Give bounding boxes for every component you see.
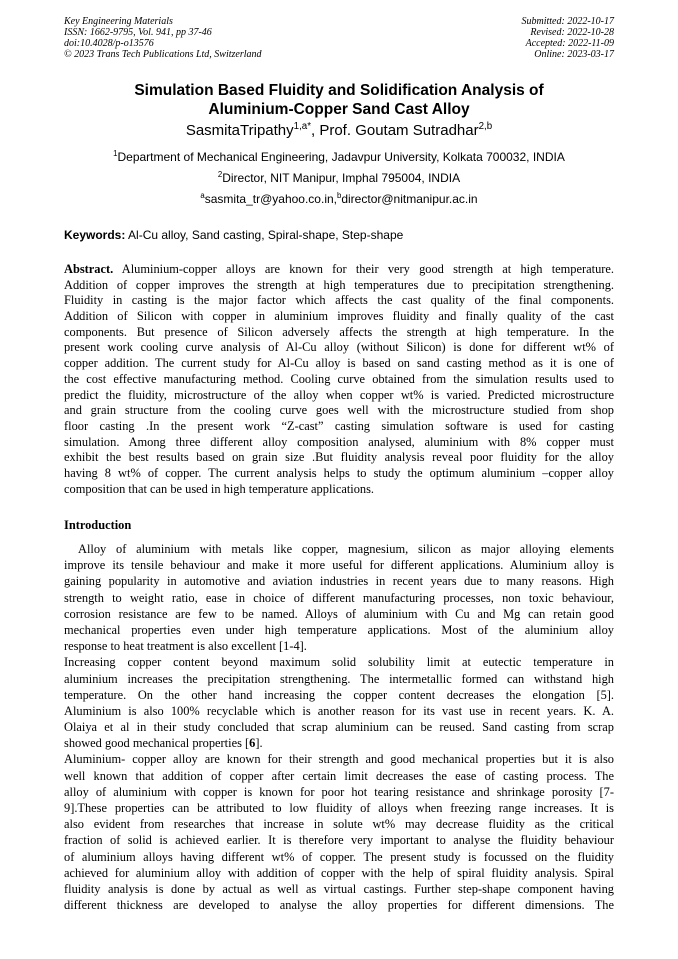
issn-volume: ISSN: 1662-9795, Vol. 941, pp 37-46 (64, 27, 212, 38)
text-line: fraction of solid is achieved earlier. It is therefore very important to analyse the fluidity behaviour (64, 833, 614, 848)
text-line: gaining popularity in automotive and aviation industries in recent years due to many reasons. High (64, 574, 614, 589)
publication-dates (522, 16, 615, 60)
authors (0, 122, 678, 139)
keywords-label: Keywords: (64, 228, 126, 242)
text-line: Olaiya et al in their study concluded that scrap aluminium can be reused. Sand casting from scrap (64, 720, 614, 735)
text-line: Aluminium is also 100% recyclable which is another reason for its vast use in recent years. K. A. (64, 703, 614, 718)
author-1-sup: 1,a* (293, 121, 311, 132)
doi: doi:10.4028/p-o13576 (64, 38, 154, 49)
text-line (64, 735, 614, 751)
text-line: mechanical properties even under high temperature applications. Most of the aluminium alloy (64, 622, 614, 637)
text-line: achieved for aluminium alloy with addition of copper with the help of spiral fluidity analysis. Spiral (64, 865, 614, 880)
text-line: copper addition. The current study for Al-Cu alloy is based on sand casting method as it is one of (64, 356, 614, 371)
text-line: predict the fluidity, microstructure of the alloy when copper wt% is varied. Predicted microstructure (64, 387, 614, 402)
text-line: having 8 wt% of copper. The current analysis helps to study the optimum aluminium –copper alloy (64, 465, 614, 480)
text-line: well known that addition of copper after certain limit decreases the ease of casting process. The (64, 768, 614, 783)
text-line: aluminium increases the precipitation strengthening. The intermetallic formed can withstand high (64, 671, 614, 686)
text-line: the cost effective manufacturing method. Cooling curve obtained from the simulation results used to (64, 371, 614, 386)
text-segment: ]. (255, 736, 263, 751)
text-line: simulation. Among three different alloy composition analysed, aluminium with 8% copper must (64, 434, 614, 449)
keywords-text: Al-Cu alloy, Sand casting, Spiral-shape, Step-shape (125, 228, 404, 242)
author-emails (0, 192, 678, 206)
author-2: Prof. Goutam Sutradhar (319, 122, 479, 139)
journal-info (64, 16, 262, 60)
text-line: fluidity analysis is done by actual as well as virtual castings. Further step-shape component having (64, 881, 614, 896)
abstract (64, 262, 614, 497)
accepted-date: Accepted: 2022-11-09 (525, 38, 614, 49)
affiliation-2 (0, 171, 678, 185)
paper-title (0, 81, 678, 119)
journal-name: Key Engineering Materials (64, 16, 173, 27)
submitted-date: Submitted: 2022-10-17 (521, 16, 614, 27)
text-line: present work cooling curve analysis of Al-Cu alloy (without Silicon) is done for different wt% of (64, 340, 614, 355)
text-line: Aluminium- copper alloy are known for their strength and good mechanical properties but it is also (64, 752, 614, 767)
copyright: © 2023 Trans Tech Publications Ltd, Switzerland (64, 49, 262, 60)
text-line: alloy of aluminium with copper is known for poor hot tearing resistance and shrinkage porosity [7- (64, 784, 614, 799)
author-1: SasmitaTripathy (185, 122, 294, 139)
text-line: and grain structure from the cooling curve goes well with the microstructure studied from shop (64, 403, 614, 418)
text-line: Alloy of aluminium with metals like copper, magnesium, silicon as major alloying elements (78, 542, 614, 556)
text-line: floor casting .In the present work “Z-cast” casting simulation software is used for casting (64, 418, 614, 433)
text-line: Fluidity in casting is the major factor which affects the cast quality of the final components. (64, 293, 614, 308)
affiliation-text: Department of Mechanical Engineering, Jadavpur University, Kolkata 700032, INDIA (117, 150, 565, 164)
text-line: corrosion resistance are few to be named. Alloys of aluminium with Cu and Mg can retain good (64, 606, 614, 621)
affiliation-1 (0, 150, 678, 164)
title-line: Aluminium-Copper Sand Cast Alloy (208, 101, 470, 118)
author-2-sup: 2,b (478, 121, 493, 132)
email-sup: a (200, 191, 205, 200)
text-line: 9].These properties can be attributed to low fluidity of alloys when freezing range increases. It is (64, 801, 614, 815)
abstract-label: Abstract. (64, 262, 114, 276)
affiliation-sup: 1 (113, 149, 118, 158)
title-line: Simulation Based Fluidity and Solidification Analysis of (134, 82, 544, 99)
keywords (64, 228, 403, 242)
email-2: director@nitmanipur.ac.in (341, 192, 478, 206)
text-segment: showed good mechanical properties [ (64, 736, 250, 751)
text-line: strength to weight ratio, ease in choice of different manufacturing processes, non toxic behaviour, (64, 590, 614, 605)
revised-date: Revised: 2022-10-28 (530, 27, 614, 38)
text-line: Addition of copper improves the strength at high temperatures due to precipitation strengthening. (64, 277, 614, 292)
text-line: temperature. On the other hand increasing the copper content decreases the elongation [5]. (64, 687, 614, 702)
citation-bold: 6 (249, 736, 256, 751)
text-line: response to heat treatment is also excellent [1-4]. (64, 639, 307, 654)
text-line: Abstract. Aluminium-copper alloys are known for their very good strength at high temperature. (64, 262, 614, 276)
email-1: sasmita_tr@yahoo.co.in, (204, 192, 337, 206)
text-line: improve its tensile behaviour and make it more useful for different applications. Aluminium alloy is (64, 558, 614, 573)
text-line: also evident from researches that increase in solute wt% may decrease fluidity as the critical (64, 817, 614, 832)
text-line: Addition of Silicon with copper in aluminium improves fluidity and finally quality of the cast (64, 309, 614, 324)
section-heading-introduction: Introduction (64, 518, 132, 532)
affiliation-sup: 2 (217, 170, 223, 179)
email-sup: b (337, 191, 342, 200)
text-line: components. But presence of Silicon adversely affects the strength at high temperature. In the (64, 324, 614, 339)
affiliation-text: Director, NIT Manipur, Imphal 795004, INDIA (222, 171, 461, 185)
online-date: Online: 2023-03-17 (534, 49, 614, 60)
text-line: different thickness are developed to analyse the alloy properties for different dimensions. The (64, 898, 614, 913)
text-line: composition that can be used in high temperature applications. (64, 481, 375, 496)
text-line: exhibit the best results based on grain size .But fluidity analysis reveal poor fluidity for the alloy (64, 450, 614, 465)
text-line: of aluminium alloys having different wt% of copper. The present study is focussed on the fluidity (64, 849, 614, 864)
introduction-body (64, 541, 614, 913)
text-line: Increasing copper content beyond maximum solid solubility limit at eutectic temperature in (64, 655, 614, 670)
author-separator: , (311, 122, 320, 139)
